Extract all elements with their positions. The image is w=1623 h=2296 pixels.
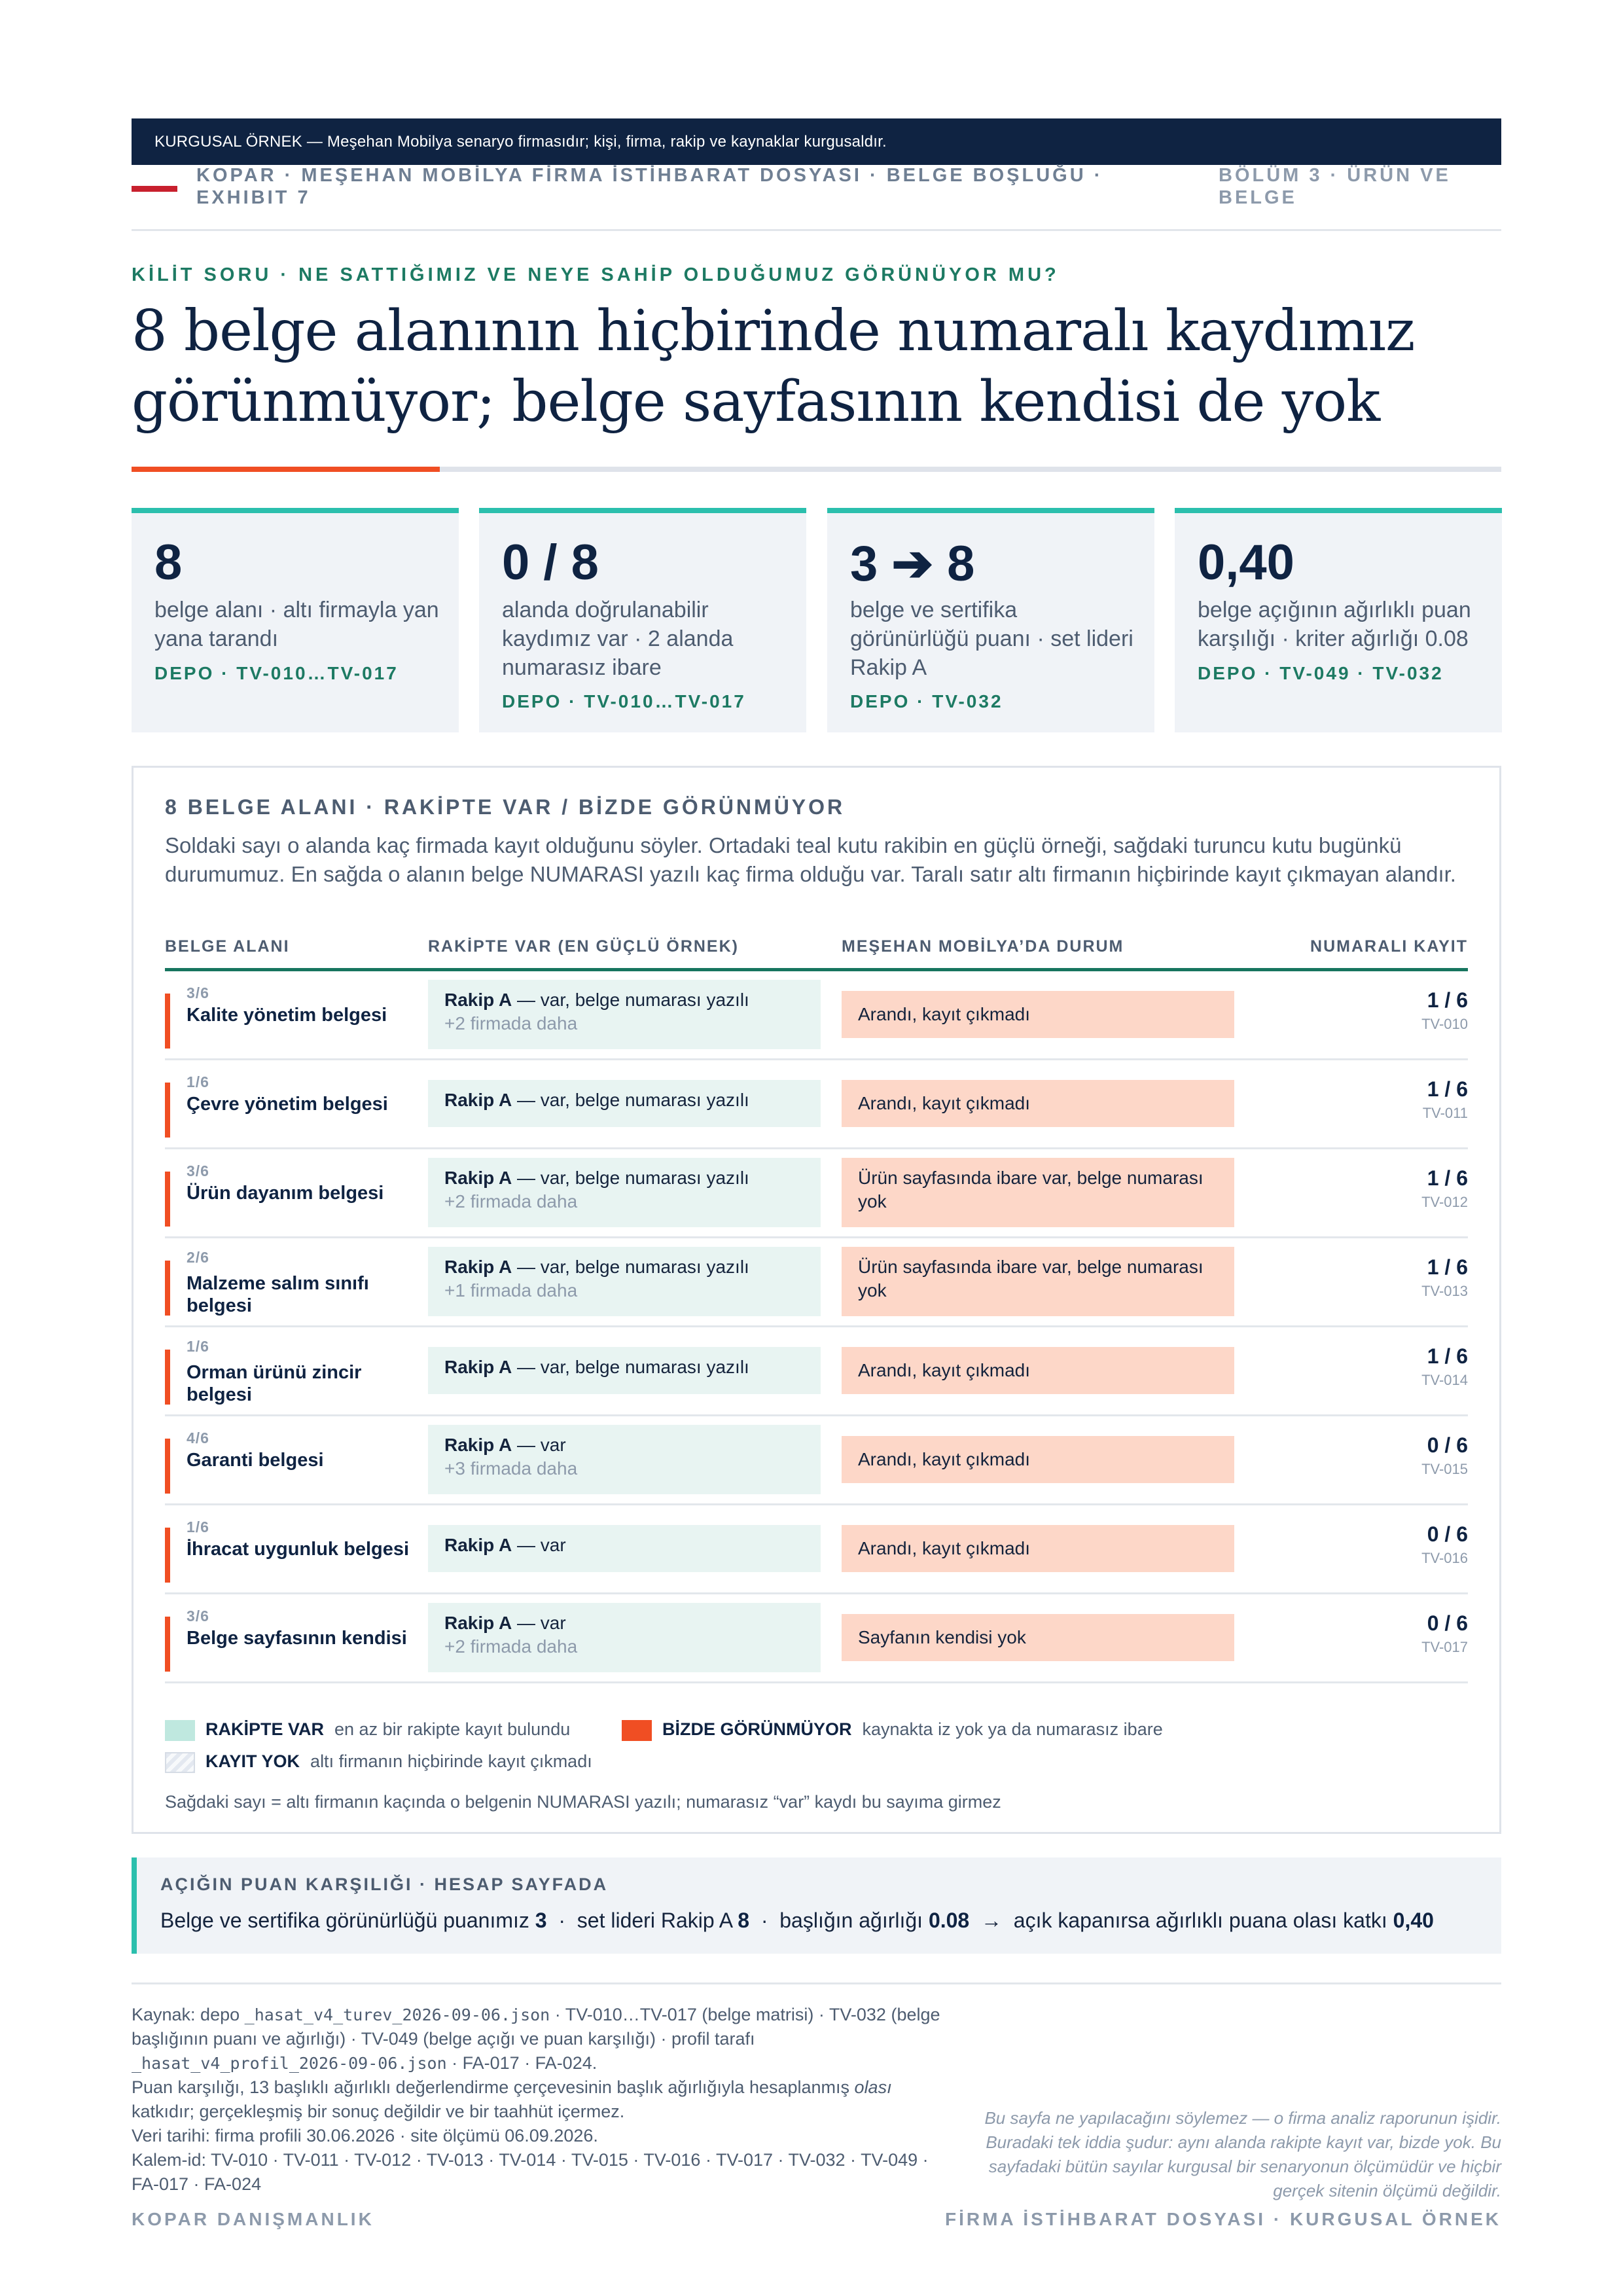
rival-status: — var, belge numarası yazılı — [512, 1257, 749, 1277]
table-row — [165, 1505, 1468, 1594]
kpi-desc: belge alanı · altı firmayla yan yana tarandı — [154, 598, 439, 651]
rival-name: Rakip A — [444, 1090, 512, 1110]
firm-count: 1/6 — [187, 1518, 209, 1535]
rival-name: Rakip A — [444, 1613, 512, 1633]
our-status-box: Ürün sayfasında ibare var, belge numarası yok — [842, 1247, 1234, 1316]
item-id: TV-012 — [1421, 1194, 1468, 1210]
column-header-rival: RAKİPTE VAR (EN GÜÇLÜ ÖRNEK) — [428, 937, 739, 956]
rival-box — [428, 980, 821, 1049]
kpi-source: DEPO · TV-010…TV-017 — [502, 691, 746, 711]
numbered-count: 1 / 6 — [1427, 988, 1468, 1012]
status-marker — [165, 1528, 170, 1583]
item-id: TV-011 — [1422, 1105, 1468, 1121]
firm-count: 3/6 — [187, 1162, 209, 1179]
our-status-box: Ürün sayfasında ibare var, belge numarası yok — [842, 1158, 1234, 1227]
firm-count: 1/6 — [187, 1073, 209, 1090]
header-accent-bar — [132, 186, 177, 192]
rival-box — [428, 1425, 821, 1494]
rival-status: — var — [512, 1535, 566, 1555]
legend-swatch-hatched — [165, 1752, 195, 1773]
kpi-source: DEPO · TV-032 — [850, 691, 1003, 711]
legend-item: BİZDE GÖRÜNMÜYOR kaynakta iz yok ya da numarasız ibare — [622, 1719, 1163, 1741]
area-name: İhracat uygunluk belgesi — [187, 1539, 410, 1560]
column-header-numbered: NUMARALI KAYIT — [1310, 937, 1468, 956]
table-row — [165, 1238, 1468, 1327]
rival-box — [428, 1347, 821, 1394]
status-marker — [165, 1172, 170, 1227]
rival-box — [428, 1603, 821, 1672]
numbered-count: 1 / 6 — [1427, 1077, 1468, 1101]
rival-name: Rakip A — [444, 1357, 512, 1377]
column-header-area: BELGE ALANI — [165, 937, 290, 956]
table-note: Sağdaki sayı = altı firmanın kaçında o belgenin NUMARASI yazılı; numarasız “var” kaydı bu sayıma girmez — [165, 1792, 1001, 1812]
rival-box — [428, 1158, 821, 1227]
area-name: Malzeme salım sınıfı belgesi — [187, 1273, 369, 1316]
kpi-value: 0,40 — [1198, 535, 1294, 590]
rival-name: Rakip A — [444, 990, 512, 1010]
legend-swatch-orange — [622, 1720, 652, 1741]
status-marker — [165, 1350, 170, 1405]
kpi-card — [1175, 508, 1502, 732]
callout-calculation: Belge ve sertifika görünürlüğü puanımız 3 · set lideri Rakip A 8 · başlığın ağırlığı 0.08 → açık kapanırsa ağırlıklı puana olası katkı 0,40 — [160, 1909, 1434, 1932]
rival-name: Rakip A — [444, 1435, 512, 1455]
kpi-source: DEPO · TV-049 · TV-032 — [1198, 663, 1444, 683]
firm-count: 2/6 — [187, 1249, 209, 1266]
rival-status: — var, belge numarası yazılı — [512, 1090, 749, 1110]
our-status-box: Arandı, kayıt çıkmadı — [842, 1080, 1234, 1127]
legend-item: KAYIT YOK altı firmanın hiçbirinde kayıt çıkmadı — [165, 1751, 592, 1773]
footer-document-label: FİRMA İSTİHBARAT DOSYASI · KURGUSAL ÖRNEK — [944, 2209, 1501, 2229]
rival-status: — var — [512, 1613, 566, 1633]
kpi-desc: belge açığının ağırlıklı puan karşılığı · kriter ağırlığı 0.08 — [1198, 598, 1471, 651]
table-row — [165, 1149, 1468, 1238]
kpi-value: 3 ➔ 8 — [850, 536, 975, 592]
firm-count: 1/6 — [187, 1338, 209, 1355]
numbered-count: 0 / 6 — [1427, 1433, 1468, 1457]
table-row — [165, 1416, 1468, 1505]
rival-status: — var, belge numarası yazılı — [512, 1168, 749, 1188]
area-name: Kalite yönetim belgesi — [187, 1005, 387, 1026]
rival-more: +2 firmada daha — [444, 1013, 578, 1033]
numbered-count: 0 / 6 — [1427, 1611, 1468, 1635]
numbered-count: 0 / 6 — [1427, 1522, 1468, 1546]
table-row — [165, 1594, 1468, 1683]
card-accent — [827, 508, 1154, 513]
row-divider — [165, 1681, 1468, 1683]
rival-status: — var, belge numarası yazılı — [512, 990, 749, 1010]
status-marker — [165, 1261, 170, 1316]
kpi-value: 0 / 8 — [502, 535, 599, 590]
firm-count: 3/6 — [187, 984, 209, 1001]
numbered-count: 1 / 6 — [1427, 1344, 1468, 1368]
page-title: 8 belge alanının hiçbirinde numaralı kaydımız görünmüyor; belge sayfasının kendisi de yok — [132, 298, 1415, 435]
firm-count: 4/6 — [187, 1429, 209, 1446]
card-accent — [479, 508, 806, 513]
kpi-source: DEPO · TV-010…TV-017 — [154, 663, 399, 683]
rival-status: — var, belge numarası yazılı — [512, 1357, 749, 1377]
kpi-value: 8 — [154, 535, 183, 590]
kpi-desc: alanda doğrulanabilir kaydımız var · 2 alanda numarasız ibare — [502, 598, 734, 680]
rival-box — [428, 1080, 821, 1127]
kpi-card — [132, 508, 459, 732]
rival-more: +2 firmada daha — [444, 1191, 578, 1211]
title-rule-accent — [132, 467, 440, 472]
rival-name: Rakip A — [444, 1535, 512, 1555]
legend-swatch-teal — [165, 1720, 195, 1741]
rival-box — [428, 1525, 821, 1572]
callout-title: AÇIĞIN PUAN KARŞILIĞI · HESAP SAYFADA — [160, 1874, 609, 1894]
kicker: KİLİT SORU · NE SATTIĞIMIZ VE NEYE SAHİP OLDUĞUMUZ GÖRÜNÜYOR MU? — [132, 264, 1060, 285]
item-id: TV-014 — [1421, 1372, 1468, 1388]
panel-description: Soldaki sayı o alanda kaç firmada kayıt olduğunu söyler. Ortadaki teal kutu rakibin en güçlü örneği, sağdaki turuncu kutu bugünkü durumumuz. En sağda o alanın belge NUMARASI yazılı kaç firma olduğu var. Taralı satır altı firmanın hiçbirinde kayıt çıkmayan alandır. — [165, 833, 1456, 886]
item-id: TV-013 — [1421, 1283, 1468, 1299]
area-name: Garanti belgesi — [187, 1450, 324, 1471]
item-id: TV-016 — [1421, 1550, 1468, 1566]
status-marker — [165, 1439, 170, 1494]
area-name: Orman ürünü zincir belgesi — [187, 1362, 362, 1405]
rival-box — [428, 1247, 821, 1316]
rival-more: +2 firmada daha — [444, 1636, 578, 1657]
card-accent — [1175, 508, 1502, 513]
rival-more: +1 firmada daha — [444, 1280, 578, 1300]
rival-name: Rakip A — [444, 1168, 512, 1188]
footer-disclaimer: Bu sayfa ne yapılacağını söylemez — o firma analiz raporunun işidir. Buradaki tek iddia şudur: aynı alanda rakipte kayıt var, bizde yok. Bu sayfadaki bütün sayılar kurgusal bir senaryonun ölçümüdür ve hiçbir gerçek sitenin ölçümü değildir. — [984, 2108, 1501, 2200]
rival-more: +3 firmada daha — [444, 1458, 578, 1479]
table-row — [165, 971, 1468, 1060]
header-right: BÖLÜM 3 · ÜRÜN VE BELGE — [1219, 165, 1451, 208]
panel-title: 8 BELGE ALANI · RAKİPTE VAR / BİZDE GÖRÜNMÜYOR — [165, 795, 846, 819]
table-row — [165, 1060, 1468, 1149]
kpi-card — [479, 508, 806, 732]
status-marker — [165, 1083, 170, 1138]
item-id: TV-010 — [1421, 1016, 1468, 1032]
firm-count: 3/6 — [187, 1607, 209, 1624]
table-row — [165, 1327, 1468, 1416]
score-callout — [132, 1857, 1501, 1954]
item-id: TV-015 — [1421, 1461, 1468, 1477]
card-accent — [132, 508, 459, 513]
area-name: Ürün dayanım belgesi — [187, 1183, 384, 1204]
header-left: KOPAR · MEŞEHAN MOBİLYA FİRMA İSTİHBARAT DOSYASI · BELGE BOŞLUĞU · EXHIBIT 7 — [196, 165, 1103, 208]
our-status-box: Arandı, kayıt çıkmadı — [842, 1525, 1234, 1572]
divider — [132, 229, 1501, 231]
numbered-count: 1 / 6 — [1427, 1255, 1468, 1279]
our-status-box: Arandı, kayıt çıkmadı — [842, 991, 1234, 1038]
our-status-box: Sayfanın kendisi yok — [842, 1614, 1234, 1661]
area-name: Belge sayfasının kendisi — [187, 1628, 407, 1649]
status-marker — [165, 1617, 170, 1672]
footer-divider — [132, 1982, 1501, 1984]
item-id: TV-017 — [1421, 1639, 1468, 1655]
arrow-icon: → — [981, 1909, 1002, 1932]
footer-sources: Kaynak: depo _hasat_v4_turev_2026-09-06.json · TV-010…TV-017 (belge matrisi) · TV-032 (belge başlığının puanı ve ağırlığı) · TV-049 (belge açığı ve puan karşılığı) · profil tarafı _hasat_v4_profil_2026-09-06.json · FA-017 · FA-024. Puan karşılığı, 13 başlıklı ağırlıklı değerlendirme çerçevesinin başlık ağırlığıyla hesaplanmış olası katkıdır; gerçekleşmiş bir sonuç değildir ve bir taahhüt içermez. Veri tarihi: firma profili 30.06.2026 · site ölçümü 06.09.2026. Kalem-id: TV-010 · TV-011 · TV-012 · TV-013 · TV-014 · TV-015 · TV-016 · TV-017 · TV-032 · TV-049 · FA-017 · FA-024 — [132, 2005, 940, 2194]
numbered-count: 1 / 6 — [1427, 1166, 1468, 1190]
our-status-box: Arandı, kayıt çıkmadı — [842, 1436, 1234, 1483]
legend-item: RAKİPTE VAR en az bir rakipte kayıt bulundu — [165, 1719, 570, 1741]
column-header-status: MEŞEHAN MOBİLYA’DA DURUM — [842, 937, 1124, 956]
fiction-banner: KURGUSAL ÖRNEK — Meşehan Mobilya senaryo firmasıdır; kişi, firma, rakip ve kaynaklar kurgusaldır. — [132, 118, 1501, 165]
footer-brand: KOPAR DANIŞMANLIK — [132, 2209, 374, 2229]
kpi-card — [827, 508, 1154, 732]
rival-status: — var — [512, 1435, 566, 1455]
our-status-box: Arandı, kayıt çıkmadı — [842, 1347, 1234, 1394]
kpi-desc: belge ve sertifika görünürlüğü puanı · set lideri Rakip A — [850, 598, 1133, 680]
status-marker — [165, 994, 170, 1049]
area-name: Çevre yönetim belgesi — [187, 1094, 388, 1115]
rival-name: Rakip A — [444, 1257, 512, 1277]
callout-accent — [132, 1857, 137, 1954]
